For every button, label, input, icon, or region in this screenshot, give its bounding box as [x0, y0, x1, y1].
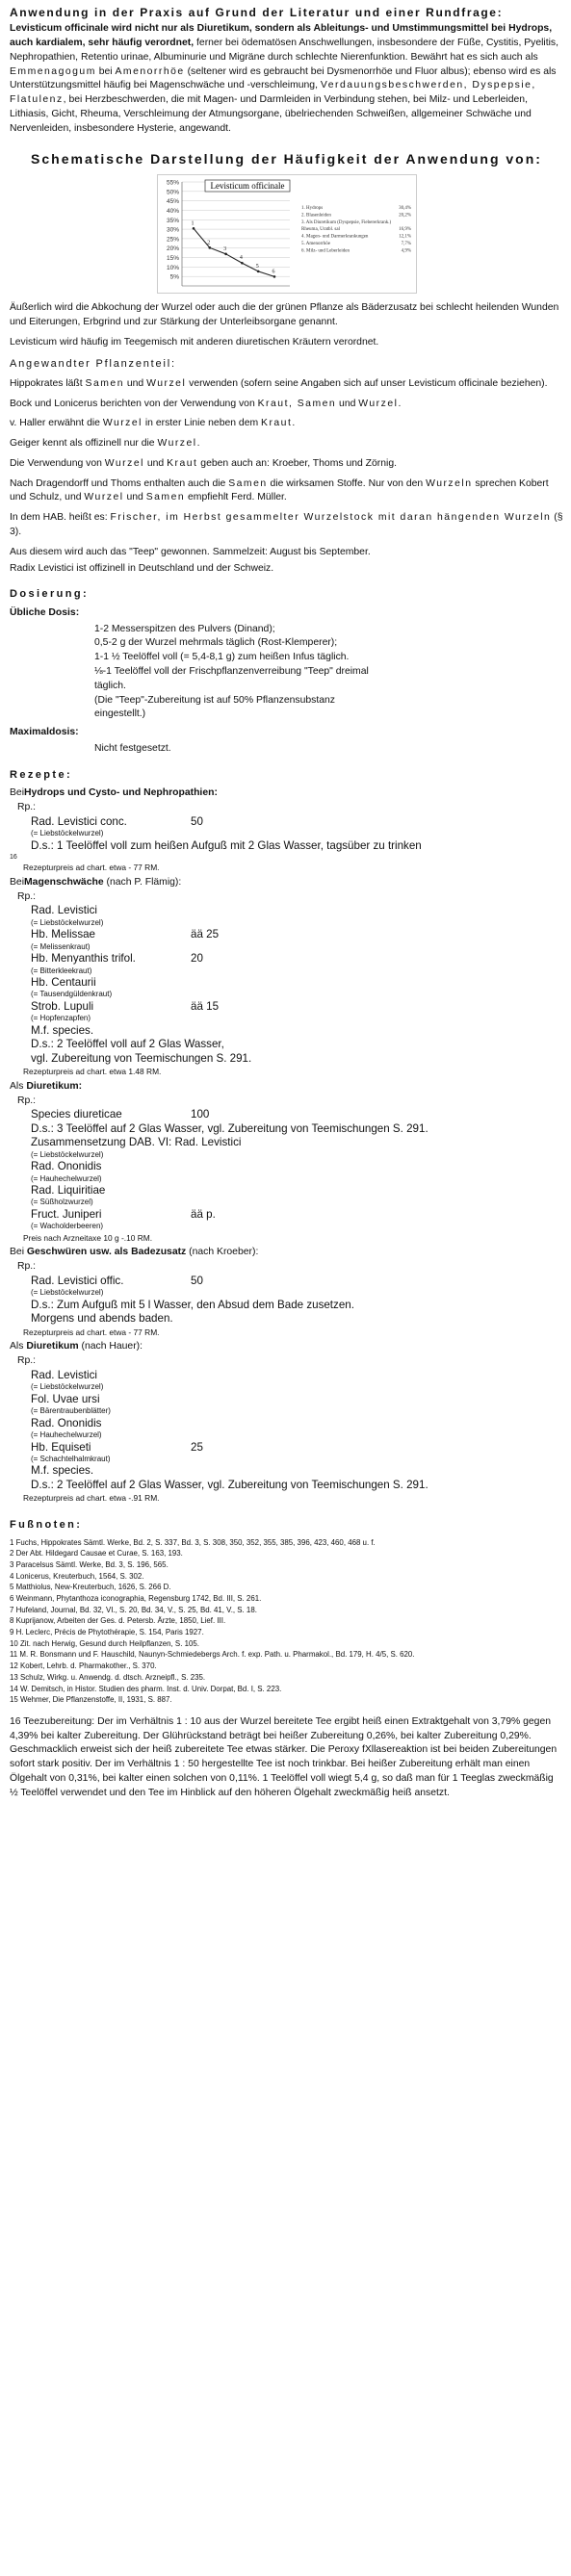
- footnote-item: 1 Fuchs, Hippokrates Sämtl. Werke, Bd. 2, S. 337, Bd. 3, S. 308, 350, 352, 355, 385, 396, 423, 460, 468 u. f.: [10, 1537, 376, 1547]
- recipes-heading: Rezepte:: [10, 768, 73, 781]
- footnote-item: 8 Kuprijanow, Arbeiten der Ges. d. Petersb. Ärzte, 1850, Lief. III.: [10, 1616, 226, 1626]
- y-tick-label: 40%: [166, 207, 179, 215]
- plant-part-p7: In dem HAB. heißt es: Frischer, im Herbst gesammelter Wurzelstock mit daran hängenden Wurzeln (§ 3).: [10, 512, 563, 538]
- legend-label: 6. Milz- und Leberleiden: [300, 248, 350, 254]
- legend-label: Rheuma, Uratbl. sal: [300, 227, 340, 233]
- legend-value: 4,9%: [401, 248, 411, 254]
- footnote-item: 12 Kobert, Lehrb. d. Pharmakother., S. 370.: [10, 1662, 157, 1671]
- ingredient: Hb. Equiseti 25: [31, 1440, 203, 1454]
- emphasis-text: Amenorrhöe: [115, 65, 185, 77]
- ingredient: Rad. Levistici conc. 50: [31, 814, 203, 828]
- dose-line: 1-2 Messerspitzen des Pulvers (Dinand);: [94, 623, 275, 634]
- chart-container: [10, 174, 563, 294]
- recipe-price: Preis nach Arzneitaxe 10 g -.10 RM.: [23, 1232, 153, 1243]
- footnote-item: 2 Der Abt. Hildegard Causae et Curae, S. 163, 193.: [10, 1549, 183, 1558]
- legend-value: 16,9%: [398, 227, 411, 233]
- emphasis-text: Verdauungsbeschwerden, Dyspepsie, Flatulenz: [10, 80, 536, 106]
- ingredient: Rad. Ononidis: [31, 1416, 102, 1430]
- plant-part-p4: Geiger kennt als offizinell nur die Wurzel.: [10, 438, 200, 450]
- rp-label: Rp.:: [17, 801, 37, 812]
- recipe-title: Als Diuretikum (nach Hauer):: [10, 1341, 143, 1352]
- recipe-title: Als Diuretikum:: [10, 1080, 83, 1092]
- chart-y-ticks: [166, 179, 178, 280]
- ingredient-note: (= Bitterkleekraut): [31, 966, 92, 975]
- instruction: D.s.: 3 Teelöffel auf 2 Glas Wasser, vgl. Zubereitung von Teemischungen S. 291.: [31, 1121, 428, 1135]
- footnotes-heading: Fußnoten:: [10, 1518, 83, 1531]
- dose-line: 0,5-2 g der Wurzel mehrmals täglich (Rost-Klemperer);: [94, 637, 338, 649]
- data-point: [224, 252, 227, 255]
- footnote-item: 4 Lonicerus, Kreuterbuch, 1564, S. 302.: [10, 1571, 144, 1581]
- y-tick-label: 5%: [169, 273, 179, 281]
- instruction: M.f. species.: [31, 1464, 94, 1478]
- teegemisch-paragraph: Levisticum wird häufig im Teegemisch mit anderen diuretischen Kräutern verordnet.: [10, 336, 379, 348]
- ingredient: Rad. Levistici: [31, 904, 97, 917]
- footnote-item: 15 Wehmer, Die Pflanzenstoffe, II, 1931, S. 887.: [10, 1695, 172, 1705]
- recipe-price: Rezepturpreis ad chart. etwa - 77 RM.: [23, 1327, 160, 1337]
- recipe-title: BeiHydrops und Cysto- und Nephropathien:: [10, 787, 218, 799]
- legend-value: 7,7%: [401, 241, 411, 246]
- legend-value: 12,1%: [398, 234, 411, 240]
- recipe-title: BeiMagenschwäche (nach P. Flämig):: [10, 876, 182, 888]
- ingredient: Hb. Melissae ää 25: [31, 928, 220, 941]
- intro-text: ferner bei ödematösen Anschwellungen, insbesondere der Füße, Cystitis, Pyelitis, Nephropathien, Retentio urinae, Albuminurie und Migräne durch schlechte Nierenfunktion. Bewährt hat es sich auch als: [10, 38, 559, 63]
- ingredient-note: (= Hopfenzapfen): [31, 1014, 91, 1023]
- y-tick-label: 30%: [166, 226, 179, 234]
- rp-label: Rp.:: [17, 890, 37, 902]
- legend-value: 20,2%: [398, 213, 411, 219]
- ingredient-note: (= Bärentraubenblätter): [31, 1406, 111, 1416]
- recipe-price: Rezepturpreis ad chart. etwa -.91 RM.: [23, 1493, 160, 1504]
- footnote-item: 10 Zit. nach Herwig, Gesund durch Heilpflanzen, S. 105.: [10, 1638, 199, 1648]
- legend-value: 30,4%: [398, 205, 411, 211]
- external-use-paragraph: Äußerlich wird die Abkochung der Wurzel oder auch die der grünen Pflanze als Bäderzusatz bei schlecht heilenden Wunden und Eiterungen, Erbgrind und zur Stärkung der Unterleibsorgane genannt.: [10, 301, 559, 327]
- y-tick-label: 25%: [166, 236, 179, 244]
- point-label: 3: [222, 245, 226, 252]
- intro-text: (seltener wird es gebraucht bei Dysmenorrhöe und Fluor albus); ebenso wird es als Unterstützungsmittel häufig bei Magenschwäche und -verschleimung,: [10, 65, 557, 91]
- ingredient-note: (= Liebstöckelwurzel): [31, 1149, 104, 1159]
- rp-label: Rp.:: [17, 1095, 37, 1106]
- intro-text: bei: [95, 65, 116, 77]
- instruction: D.s.: Zum Aufguß mit 5 l Wasser, den Absud dem Bade zusetzen.: [31, 1298, 354, 1311]
- ingredient: Hb. Menyanthis trifol. 20: [31, 952, 203, 966]
- instruction: Zusammensetzung DAB. VI: Rad. Levistici: [31, 1136, 242, 1149]
- y-tick-label: 15%: [166, 255, 179, 263]
- ingredient-note: (= Liebstöckelwurzel): [31, 1288, 104, 1298]
- data-point: [273, 275, 275, 278]
- data-point: [192, 227, 195, 230]
- y-tick-label: 10%: [166, 264, 179, 271]
- emphasis-text: Emmenagogum: [10, 65, 96, 77]
- instruction: M.f. species.: [31, 1023, 94, 1037]
- instruction: D.s.: 2 Teelöffel voll auf 2 Glas Wasser,: [31, 1038, 224, 1051]
- point-label: 2: [206, 240, 210, 246]
- ingredient: Rad. Levistici: [31, 1368, 97, 1381]
- ingredient-note: (= Schachtelhalmkraut): [31, 1454, 111, 1463]
- usual-dose-label: Übliche Dosis:: [10, 606, 80, 618]
- ingredient-note: (= Süßholzwurzel): [31, 1198, 93, 1207]
- instruction: D.s.: 2 Teelöffel auf 2 Glas Wasser, vgl. Zubereitung von Teemischungen S. 291.: [31, 1478, 428, 1491]
- recipe-title: Bei Geschwüren usw. als Badezusatz (nach Kroeber):: [10, 1247, 259, 1258]
- recipe-price: Rezepturpreis ad chart. etwa - 77 RM.: [23, 863, 160, 873]
- y-tick-label: 35%: [166, 217, 179, 224]
- plant-part-p2: Bock und Lonicerus berichten von der Verwendung von Kraut, Samen und Wurzel.: [10, 398, 402, 409]
- footnote-item: 7 Hufeland, Journal, Bd. 32, VI., S. 20, Bd. 34, V., S. 25, Bd. 41, V., S. 18.: [10, 1605, 257, 1614]
- ingredient-note: (= Hauhechelwurzel): [31, 1173, 102, 1183]
- data-point: [241, 262, 244, 265]
- plant-part-p3: v. Haller erwähnt die Wurzel in erster Linie neben dem Kraut.: [10, 418, 296, 429]
- max-dose-value: Nicht festgesetzt.: [94, 742, 171, 754]
- dosage-heading: Dosierung:: [10, 588, 90, 601]
- praxis-heading: Anwendung in der Praxis auf Grund der Literatur und einer Rundfrage:: [10, 6, 504, 19]
- footnote-item: 11 M. R. Bonsmann und F. Hauschild, Naunyn-Schmiedebergs Arch. f. exp. Path. u. Pharmakol., Bd. 179, H. 4/5, S. 620.: [10, 1650, 415, 1660]
- ingredient-note: (= Liebstöckelwurzel): [31, 1382, 104, 1392]
- ingredient-note: (= Liebstöckelwurzel): [31, 917, 104, 927]
- usual-dose-list: [94, 623, 563, 722]
- ingredient-note: (= Hauhechelwurzel): [31, 1430, 102, 1440]
- footnote-ref: 16: [10, 854, 17, 862]
- footnote-item: 14 W. Demitsch, in Histor. Studien des pharm. Inst. d. Univ. Dorpat, Bd. I, S. 223.: [10, 1684, 282, 1693]
- ingredient: Species diureticae 100: [31, 1108, 210, 1121]
- y-tick-label: 20%: [166, 245, 179, 253]
- point-label: 4: [239, 255, 243, 262]
- legend-label: 4. Magen- und Darmerkrankungen: [300, 234, 368, 240]
- ingredient: Fruct. Juniperi ää p.: [31, 1207, 216, 1221]
- dose-line: ⅛-1 Teelöffel voll der Frischpflanzenverreibung "Teep" dreimal: [94, 665, 369, 677]
- dose-line: (Die "Teep"-Zubereitung ist auf 50% Pflanzensubstanz: [94, 694, 335, 706]
- plant-part-heading: Angewandter Pflanzenteil:: [10, 358, 176, 371]
- y-tick-label: 55%: [166, 179, 179, 187]
- ingredient: Fol. Uvae ursi: [31, 1392, 100, 1405]
- recipe-magenschwaeche: [10, 876, 563, 1078]
- ingredient: Rad. Levistici offic. 50: [31, 1274, 203, 1287]
- point-label: 1: [191, 220, 194, 227]
- plant-part-p9: Radix Levistici ist offizinell in Deutschland und der Schweiz.: [10, 562, 274, 574]
- instruction: Morgens und abends baden.: [31, 1312, 173, 1326]
- chart-frame: [157, 174, 416, 293]
- intro-text: , bei Herzbeschwerden, die mit Magen- und Darmleiden in Verbindung stehen, bei Milz- und Leberleiden, Lithiasis, Gicht, Rheuma, Verschleimung der Atmungsorgane, übelriechenden Schweißen, allgemeiner Schwäche und Nervenleiden, insbesondere Hysterie, angewandt.: [10, 94, 532, 134]
- instruction: vgl. Zubereitung von Teemischungen S. 291.: [31, 1051, 252, 1065]
- legend-label: 5. Amenorrhöe: [300, 241, 330, 246]
- footnote-item: 3 Paracelsus Sämtl. Werke, Bd. 3, S. 196, 565.: [10, 1559, 169, 1569]
- dose-line: täglich.: [94, 680, 126, 691]
- recipe-price: Rezepturpreis ad chart. etwa 1.48 RM.: [23, 1067, 162, 1077]
- dose-line: eingestellt.): [94, 708, 146, 720]
- recipe-diuretikum-hauer: [10, 1340, 563, 1505]
- plant-part-p5: Die Verwendung von Wurzel und Kraut geben auch an: Kroeber, Thoms und Zörnig.: [10, 457, 398, 469]
- recipe-hydrops: [10, 786, 563, 874]
- legend-label: 2. Blasenleiden: [300, 213, 331, 219]
- ingredient: Rad. Liquiritiae: [31, 1184, 106, 1197]
- legend-label: 1. Hydrops: [300, 205, 323, 211]
- tea-preparation-note: 16 Teezubereitung: Der im Verhältnis 1 : 10 aus der Wurzel bereitete Tee ergibt heiß einen Extraktgehalt von 3,79% gegen 4,39% bei kalter Zubereitung. Der Glührückstand beträgt bei heißer Zubereitung 0,26%, bei kalter Zubereitung 0,29%. Geschmacklich erweist sich der heiß zubereitete Tee etwas stärker. Die Peroxy fXllasereaktion ist bei beiden Zubereitungen sofort stark positiv. Der im Verhältnis 1 : 50 hergestellte Tee ist noch trinkbar. Bei heißer Zubereitung erhält man einen Ölgehalt von 0,31%, bei kalter einen solchen von 0,11%. 1 Teelöffel voll wiegt 5,4 g, so daß man für 1 Teeglas zweckmäßig ½ Teelöffel verwendet und den Tee im Hinblick auf den höheren Ölgehalt zweckmäßig heiß ansetzt.: [10, 1715, 558, 1798]
- rp-label: Rp.:: [17, 1261, 37, 1273]
- intro-bold-lead: Levisticum officinale wird nicht nur als Diuretikum, sondern als Ableitungs- und Umstimmungsmittel bei Hydrops, auch kardialem, sehr häufig verordnet,: [10, 23, 553, 49]
- recipe-diuretikum: [10, 1080, 563, 1245]
- data-point: [256, 270, 259, 273]
- recipe-badezusatz: [10, 1246, 563, 1338]
- y-tick-label: 45%: [166, 198, 179, 206]
- max-dose-label: Maximaldosis:: [10, 727, 79, 738]
- ingredient-note: (= Liebstöckelwurzel): [31, 829, 104, 838]
- ingredient: Rad. Ononidis: [31, 1160, 102, 1173]
- data-point: [208, 246, 211, 249]
- dose-line: 1-1 ½ Teelöffel voll (= 5,4-8,1 g) zum heißen Infus täglich.: [94, 652, 350, 663]
- footnote-list: [10, 1537, 563, 1706]
- ingredient-note: (= Melissenkraut): [31, 941, 91, 951]
- plant-part-p1: Hippokrates läßt Samen und Wurzel verwenden (sofern seine Angaben sich auf unser Levisticum officinale beziehen).: [10, 377, 548, 389]
- ingredient-note: (= Wacholderbeeren): [31, 1222, 104, 1231]
- frequency-chart: [157, 174, 417, 294]
- footnote-item: 13 Schulz, Wirkg. u. Anwendg. d. dtsch. Arzneipfl., S. 235.: [10, 1672, 206, 1682]
- instruction: D.s.: 1 Teelöffel voll zum heißen Aufguß mit 2 Glas Wasser, tagsüber zu trinken: [31, 838, 422, 852]
- ingredient: Hb. Centaurii: [31, 975, 96, 989]
- ingredient: Strob. Lupuli ää 15: [31, 999, 220, 1013]
- intro-paragraph: [10, 22, 563, 136]
- ingredient-note: (= Tausendgüldenkraut): [31, 990, 113, 999]
- point-label: 5: [255, 263, 259, 270]
- rp-label: Rp.:: [17, 1355, 37, 1367]
- y-tick-label: 50%: [166, 189, 179, 196]
- legend-label: 3. Als Diuretikum (Dyspepsie, Fiebererkrank.): [300, 219, 391, 225]
- chart-title: Levisticum officinale: [209, 180, 285, 191]
- plant-part-p8: Aus diesem wird auch das "Teep" gewonnen. Sammelzeit: August bis September.: [10, 546, 371, 557]
- footnote-item: 5 Matthiolus, New-Kreuterbuch, 1626, S. 266 D.: [10, 1583, 171, 1592]
- point-label: 6: [272, 269, 274, 275]
- footnote-item: 6 Weinmann, Phytanthoza iconographia, Regensburg 1742, Bd. III, S. 261.: [10, 1594, 262, 1603]
- chart-heading: Schematische Darstellung der Häufigkeit der Anwendung von:: [31, 151, 542, 167]
- footnote-item: 9 H. Leclerc, Précis de Phytothérapie, S. 154, Paris 1927.: [10, 1628, 204, 1637]
- plant-part-p6: Nach Dragendorff und Thoms enthalten auch die Samen die wirksamen Stoffe. Nur von den Wurzeln sprechen Kobert und Schulz, und Wurzel und Samen empfiehlt Ferd. Müller.: [10, 477, 549, 503]
